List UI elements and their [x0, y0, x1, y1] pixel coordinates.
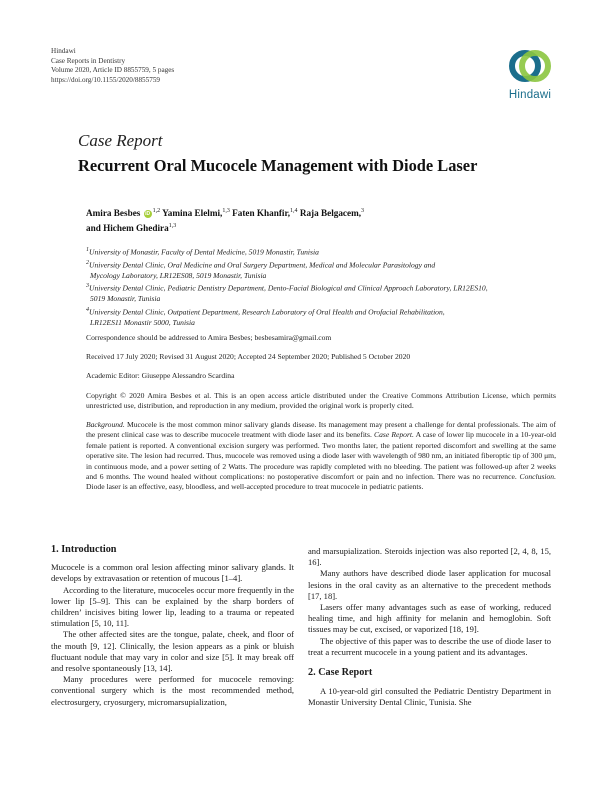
paragraph: Many procedures were performed for mucocele removing: conventional surgery which is the most recommended method, electrosurgery, cryosurgery, micromarsupialization, — [51, 674, 294, 707]
affiliation-text: University of Monastir, Faculty of Dental Medicine, 5019 Monastir, Tunisia — [89, 247, 319, 257]
journal-name: Case Reports in Dentistry — [51, 56, 126, 65]
affiliation-number: 3 — [86, 283, 89, 290]
author-name: Faten Khanfir, — [232, 208, 291, 219]
affiliation-continuation: Mycology Laboratory, LR12ES08, 5019 Monastir, Tunisia — [90, 270, 267, 280]
abstract-background: Mucocele is the most common minor salivary glands disease. Its management may present a challenge for dental professionals. The aim of the present clinical case was to describe mucocele treatment with diode laser and its benefits. — [86, 420, 556, 440]
abstract-label-case: Case Report. — [374, 430, 414, 440]
orcid-icon[interactable]: iD — [145, 211, 151, 218]
affiliation-text: University Dental Clinic, Oral Medicine and Oral Surgery Department, Medical and Molecular Parasitology and — [89, 260, 436, 270]
paragraph: A 10-year-old girl consulted the Pediatric Dentistry Department in Monastir University Dental Clinic, Tunisia. She — [308, 686, 551, 708]
author-affiliation-mark: 1,4 — [290, 208, 298, 214]
author-name: and Hichem Ghedira — [86, 223, 169, 234]
affiliation-number: 4 — [86, 306, 89, 313]
abstract-conclusion: Diode laser is an effective, easy, bloodless, and well-accepted procedure to treat mucocele in pediatric patients. — [86, 482, 424, 492]
volume-info: Volume 2020, Article ID 8855759, 5 pages — [51, 66, 175, 75]
logo-wordmark: Hindawi — [508, 89, 552, 101]
right-column — [308, 546, 551, 709]
paragraph: The other affected sites are the tongue, palate, cheek, and floor of the mouth [9, 12]. Clinically, the lesion appears as a pink or bluish fluctuant nodule that may vary in color and size [5]. It may break off and resolve spontaneously [13, 14]. — [51, 629, 294, 674]
paragraph: The objective of this paper was to describe the use of diode laser to treat a recurrent mucocele in a young patient and its advantages. — [308, 635, 551, 657]
article-type: Case Report — [78, 131, 163, 150]
affiliation-continuation: LR12ES11 Monastir 5000, Tunisia — [90, 317, 195, 327]
publisher-name: Hindawi — [51, 47, 76, 55]
paragraph: According to the literature, mucoceles occur more frequently in the lower lip [5–9]. This can be explained by the sharp borders of children’ incisives biting lower lip, leading to a trauma or repeated stimulation [5, 10, 11]. — [51, 584, 294, 629]
affiliation-continuation: 5019 Monastir, Tunisia — [90, 294, 161, 304]
hindawi-logo-icon — [507, 46, 553, 86]
paragraph: Mucocele is a common oral lesion affecting minor salivary glands. It develops by extravasation or retention of mucous [1–4]. — [51, 562, 294, 584]
section-heading-introduction: 1. Introduction — [51, 544, 117, 555]
author-name: Yamina Elelmi, — [162, 208, 223, 219]
author-name: Raja Belgacem, — [299, 208, 362, 219]
affiliation-number: 1 — [86, 247, 89, 253]
doi-link[interactable]: https://doi.org/10.1155/2020/8855759 — [51, 75, 161, 84]
paper-title: Recurrent Oral Mucocele Management with Diode Laser — [78, 156, 478, 175]
author-affiliation-mark: 1,3 — [222, 208, 230, 214]
academic-editor: Academic Editor: Giuseppe Alessandro Scardina — [86, 371, 235, 380]
affiliation-text: University Dental Clinic, Pediatric Dentistry Department, Dento-Facial Biological and Clinical Approach Laboratory, LR12ES10, — [89, 283, 488, 293]
abstract — [86, 420, 556, 493]
paragraph: Many authors have described diode laser application for mucosal lesions in the oral cavity as an alternative to the precedent methods [17, 18]. — [308, 568, 551, 601]
affiliation-item — [86, 281, 556, 294]
journal-info — [51, 47, 174, 85]
section-heading-case-report: 2. Case Report — [308, 667, 373, 679]
publication-dates: Received 17 July 2020; Revised 31 August 2020; Accepted 24 September 2020; Published 5 October 2020 — [86, 352, 411, 361]
copyright-notice: Copyright © 2020 Amira Besbes et al. This is an open access article distributed under the Creative Commons Attribution License, which permits unrestricted use, distribution, and reproduction in any medium, provided the original work is properly cited. — [86, 391, 556, 411]
affiliation-text: University Dental Clinic, Outpatient Department, Research Laboratory of Oral Health and Orofacial Rehabilitation, — [89, 307, 445, 317]
abstract-case: A case of lower lip mucocele in a 10-year-old female patient is reported. A conventional excision surgery was performed. Two months later, the patient reported discomfort and swelling at the same operative site. The lesion had recurred. Thus, mucocele was removed using a diode laser with wavelength of 980 nm, an initiated fiberoptic tip of 300 μm, in continuous mode, and a power setting of 2 Watts. The procedure was rapidly completed with no bleeding. The patient was followed-up after 2 weeks and 6 months. The wound healed without complications: no postoperative discomfort or pain and no infection. There was no recurrence. — [86, 430, 557, 482]
author-affiliation-mark: 1,3 — [168, 223, 177, 230]
paragraph: Lasers offer many advantages such as ease of working, reduced healing time, and high affinity for melanin and hemoglobin. Soft tissues may be cut, excised, or vaporized [18, 19]. — [308, 602, 551, 635]
affiliations — [86, 245, 556, 328]
affiliation-item — [86, 245, 556, 258]
paragraph: and marsupialization. Steroids injection was also reported [2, 4, 8, 15, 16]. — [308, 546, 551, 568]
abstract-label-conclusion: Conclusion. — [519, 472, 556, 482]
author-affiliation-mark: 3 — [361, 208, 365, 214]
affiliation-number: 2 — [86, 259, 89, 266]
left-column — [51, 544, 294, 708]
affiliation-item — [86, 305, 556, 318]
abstract-label-background: Background. — [86, 420, 125, 429]
hindawi-logo — [500, 46, 560, 106]
author-name: Amira Besbes — [86, 208, 141, 219]
affiliation-item — [86, 258, 556, 271]
author-affiliation-mark: 1,2 — [152, 208, 161, 214]
author-list — [86, 205, 506, 235]
correspondence: Correspondence should be addressed to Amira Besbes; besbesamira@gmail.com — [86, 333, 332, 342]
